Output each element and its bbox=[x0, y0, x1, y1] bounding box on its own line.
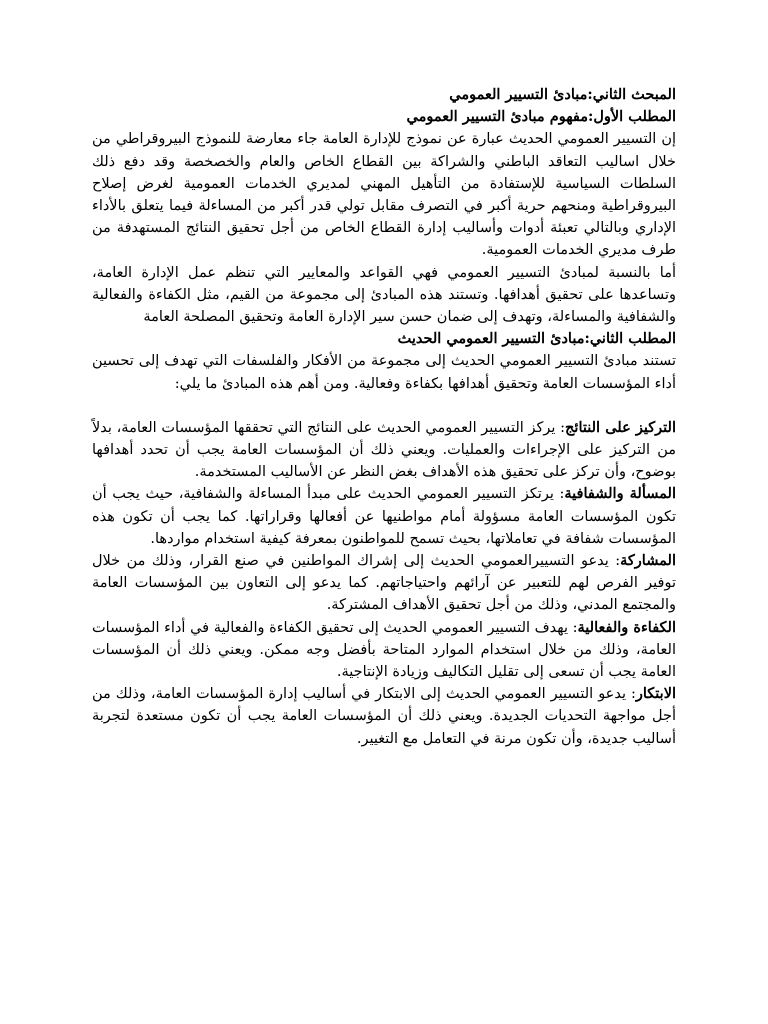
document-page bbox=[92, 84, 676, 750]
principle-text: : يدعو التسييرالعمومي الحديث إلى إشراك المواطنين في صنع القرار، وذلك من خلال توفير الفرص لهم للتعبير عن آرائهم واحتياجاتهم. كما يدعو إلى التعاون بين المؤسسات العامة والمجتمع المدني، وذلك من أجل تحقيق الأهداف المشتركة. bbox=[92, 553, 676, 614]
principle-efficiency bbox=[92, 617, 676, 684]
principle-text: : يرتكز التسيير العمومي الحديث على مبدأ المساءلة والشفافية، حيث يجب أن تكون المؤسسات العامة مسؤولة أمام مواطنيها عن أفعالها وقراراتها. كما يجب أن تكون هذه المؤسسات شفافة في تعاملاتها، بحيث تسمح للمواطنون بمعرفة كيفية استخدام مواردها. bbox=[92, 486, 676, 547]
section-title: المبحث الثاني:مبادئ التسيير العمومي bbox=[449, 86, 676, 103]
principle-text: : يدعو التسيير العمومي الحديث إلى الابتكار في أساليب إدارة المؤسسات العامة، وذلك من أجل مواجهة التحديات الجديدة. ويعني ذلك أن المؤسسات العامة يجب أن تكون مستعدة لتجربة أساليب جديدة، وأن تكون مرنة في التعامل مع التغيير. bbox=[92, 686, 676, 747]
principle-text: : يهدف التسيير العمومي الحديث إلى تحقيق الكفاءة والفعالية في أداء المؤسسات العامة، وذلك من خلال استخدام الموارد المتاحة بأفضل وجه ممكن. ويعني ذلك أن المؤسسات العامة يجب أن تسعى إلى تقليل التكاليف وزيادة الإنتاجية. bbox=[92, 619, 676, 681]
subsection-2-title: المطلب الثاني:مبادئ التسيير العمومي الحديث bbox=[397, 330, 676, 348]
blank-line bbox=[92, 395, 676, 417]
principle-term: الابتكار bbox=[635, 685, 676, 703]
subsection-1-title: المطلب الأول:مفهوم مبادئ التسيير العمومي bbox=[406, 108, 676, 126]
principle-accountability bbox=[92, 483, 676, 550]
principle-term: المشاركة bbox=[620, 552, 676, 570]
principle-term: الكفاءة والفعالية bbox=[577, 618, 676, 636]
principle-innovation bbox=[92, 683, 676, 750]
principle-results-focus bbox=[92, 417, 676, 484]
principle-text: : يركز التسيير العمومي الحديث على النتائج التي تحققها المؤسسات العامة، بدلاً من التركيز على الإجراءات والعمليات. ويعني ذلك أن المؤسسات العامة يجب أن تحدد أهدافها بوضوح، وأن تركز على تحقيق هذه الأهداف بغض النظر عن الأساليب المستخدمة. bbox=[92, 419, 676, 481]
subsection-1-paragraph-1: إن التسيير العمومي الحديث عبارة عن نموذج للإدارة العامة جاء معارضة للنموذج البيروقراطي من خلال اساليب التعاقد الباطني والشراكة بين القطاع الخاص والعام والخصخصة وقد دفع ذلك السلطات السياسية للإستفادة من التأهيل المهني لمديري الخدمات العمومية لغرض إصلاح البيروقراطية ومنحهم حرية أكبر في التصرف مقابل تولي قدر أكبر من المساءلة فيما يتعلق بالأداء الإداري وبالتالي تعبئة أدوات وأساليب إدارة القطاع الخاص من أجل تحقيق النتائج المستهدفة من طرف مديري الخدمات العمومية. bbox=[92, 131, 676, 259]
subsection-2-intro: تستند مبادئ التسيير العمومي الحديث إلى مجموعة من الأفكار والفلسفات التي تهدف إلى تحسين أداء المؤسسات العامة وتحقيق أهدافها بكفاءة وفعالية. ومن أهم هذه المبادئ ما يلي: bbox=[92, 353, 676, 392]
principle-term: التركيز على النتائج bbox=[565, 418, 676, 436]
principle-participation bbox=[92, 550, 676, 617]
principle-term: المسألة والشفافية bbox=[564, 485, 677, 503]
subsection-1-paragraph-2: أما بالنسبة لمبادئ التسيير العمومي فهي القواعد والمعايير التي تنظم عمل الإدارة العامة، وتساعدها على تحقيق أهدافها. وتستند هذه المبادئ إلى مجموعة من القيم، مثل الكفاءة والفعالية والشفافية والمساءلة، وتهدف إلى ضمان حسن سير الإدارة العامة وتحقيق المصلحة العامة bbox=[92, 264, 676, 326]
